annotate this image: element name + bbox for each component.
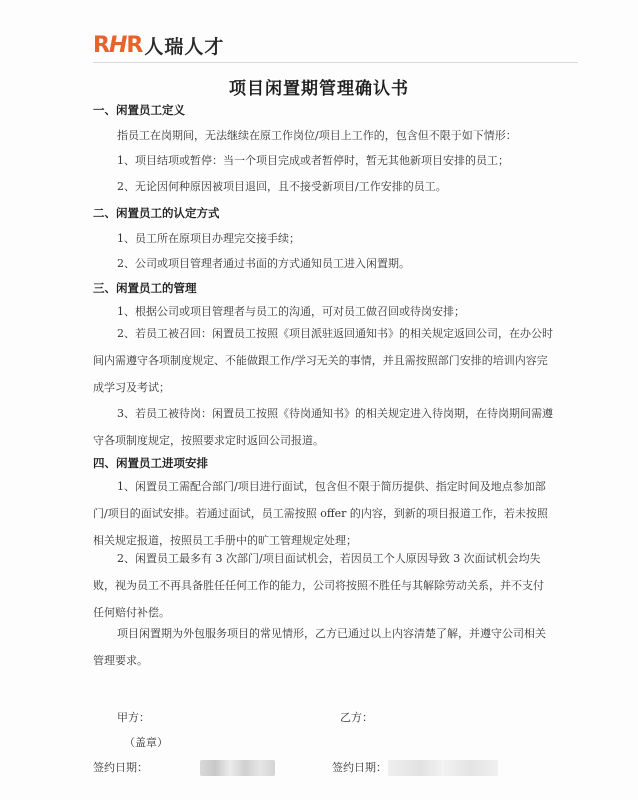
paragraph: 1、项目结项或暂停：当一个项目完成或者暂停时，暂无其他新项目安排的员工； <box>117 154 509 167</box>
sign-date-b-label: 签约日期： <box>332 761 387 774</box>
paragraph: 1、根据公司或项目管理者与员工的沟通，可对员工做召回或待岗安排； <box>117 305 465 318</box>
logo-mark: RHR <box>93 32 143 58</box>
section-heading: 三、闲置员工的管理 <box>93 281 197 295</box>
paragraph: 2、闲置员工最多有 3 次部门/项目面试机会，若因员工个人原因导致 3 次面试机会均失败，视为员工不再具备胜任任何工作的能力，公司将按照不胜任与其解除劳动关系，并不支付任何赔付补偿。 <box>93 552 544 619</box>
sign-date-a-label: 签约日期： <box>93 761 148 774</box>
paragraph: 2、公司或项目管理者通过书面的方式通知员工进入闲置期。 <box>117 257 410 270</box>
paragraph: 3、若员工被待岗：闲置员工按照《待岗通知书》的相关规定进入待岗期，在待岗期间需遵守各项制度规定，按照要求定时返回公司报道。 <box>93 407 553 447</box>
party-b-label: 乙方： <box>340 711 373 724</box>
header-divider <box>93 62 578 63</box>
paragraph: 指员工在岗期间，无法继续在原工作岗位/项目上工作的，包含但不限于如下情形： <box>117 129 517 142</box>
section-heading: 四、闲置员工进项安排 <box>93 456 208 470</box>
party-a-label: 甲方： <box>117 711 150 724</box>
seal-label: （盖章） <box>124 736 168 749</box>
company-logo <box>93 31 224 59</box>
section-heading: 一、闲置员工定义 <box>93 103 185 117</box>
section-heading: 二、闲置员工的认定方式 <box>93 206 220 220</box>
paragraph: 项目闲置期为外包服务项目的常见情形，乙方已通过以上内容清楚了解，并遵守公司相关管理要求。 <box>93 627 546 667</box>
paragraph: 1、闲置员工需配合部门/项目进行面试，包含但不限于简历提供、指定时间及地点参加部门/项目的面试安排。若通过面试，员工需按照 offer 的内容，到新的项目报道工作，若未按照相关规定报道，按照员工手册中的旷工管理规定处理； <box>93 480 548 547</box>
paragraph: 1、员工所在原项目办理完交接手续； <box>117 232 300 245</box>
document-title: 项目闲置期管理确认书 <box>229 79 409 99</box>
redacted-date-b <box>388 760 498 776</box>
redacted-date-a <box>200 760 275 776</box>
paragraph: 2、若员工被召回：闲置员工按照《项目派驻返回通知书》的相关规定返回公司，在办公时间内需遵守各项制度规定、不能做跟工作/学习无关的事情，并且需按照部门安排的培训内容完成学习及考试； <box>93 327 553 394</box>
paragraph: 2、无论因何种原因被项目退回，且不接受新项目/工作安排的员工。 <box>117 180 447 193</box>
logo-company-name: 人瑞人才 <box>144 35 225 58</box>
